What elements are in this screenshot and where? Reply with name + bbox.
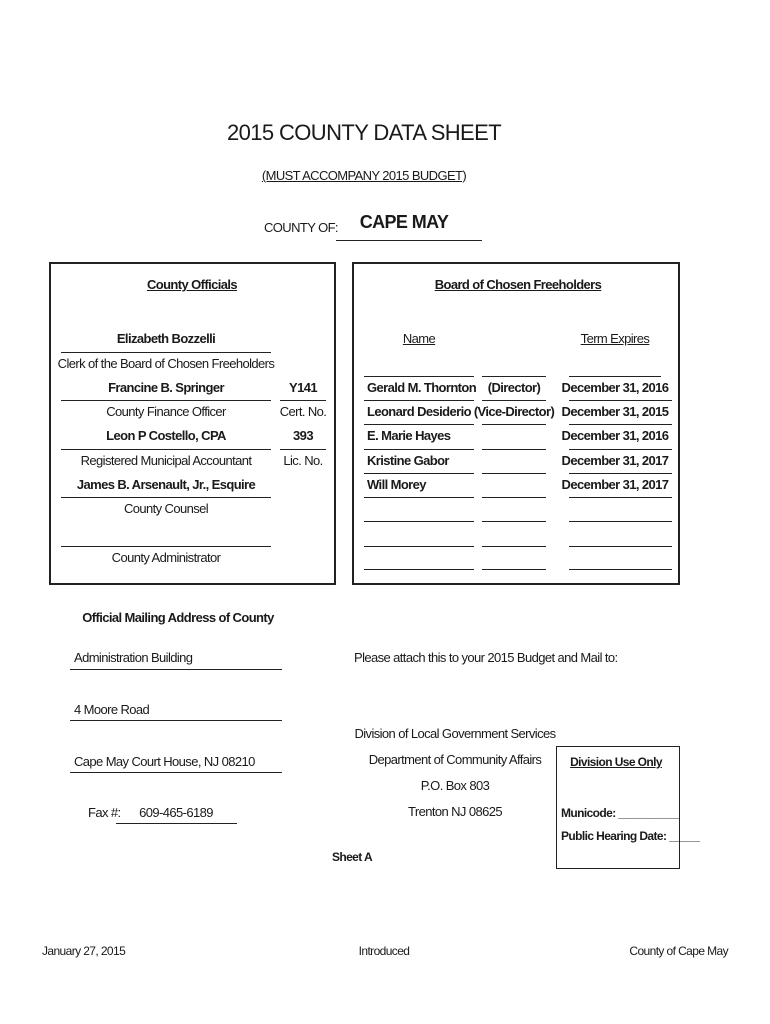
mailing-line1: Administration Building (74, 650, 193, 665)
freeholder-name: Will Morey (367, 477, 426, 492)
freeholder-row-line (364, 400, 474, 401)
fax-value: 609-465-6189 (139, 805, 213, 820)
freeholder-row-line (364, 449, 474, 450)
administrator-line (61, 546, 271, 547)
public-hearing-label: Public Hearing Date: _____ (561, 829, 700, 843)
county-underline (336, 240, 482, 241)
cfo-cert-value: Y141 (289, 380, 317, 395)
freeholder-blank-line (482, 521, 546, 522)
freeholder-row-line (569, 424, 672, 425)
freeholder-term: December 31, 2017 (561, 453, 669, 468)
freeholder-term: December 31, 2016 (561, 380, 669, 395)
freeholder-row-line (569, 449, 672, 450)
attach-instruction: Please attach this to your 2015 Budget and Mail to: (354, 650, 618, 665)
rma-lic-line (280, 449, 326, 450)
freeholder-blank-line (364, 521, 474, 522)
freeholder-row-line (364, 497, 474, 498)
fax-label: Fax #: (88, 805, 121, 820)
attach-line1: Division of Local Government Services (354, 726, 556, 741)
counsel-line (61, 497, 271, 498)
freeholder-blank-line (482, 569, 546, 570)
freeholder-row-line (364, 424, 474, 425)
counsel-title: County Counsel (123, 501, 209, 516)
freeholder-row-top-line (364, 376, 474, 377)
page-subtitle: (MUST ACCOMPANY 2015 BUDGET) (261, 168, 467, 183)
freeholder-row-line (482, 473, 546, 474)
municode-label: Municode: __________ (561, 806, 680, 820)
footer-date: January 27, 2015 (42, 944, 126, 958)
page-title: 2015 COUNTY DATA SHEET (226, 120, 502, 145)
cfo-cert-label: Cert. No. (279, 404, 327, 419)
county-label: COUNTY OF: (264, 220, 338, 235)
freeholder-name: Kristine Gabor (367, 453, 449, 468)
cfo-name: Francine B. Springer (108, 380, 224, 395)
county-officials-heading: County Officials (146, 277, 238, 292)
freeholder-role: (Vice-Director) (473, 404, 555, 419)
rma-lic-value: 393 (293, 428, 313, 443)
freeholder-blank-line (364, 569, 474, 570)
rma-title: Registered Municipal Accountant (80, 453, 252, 468)
freeholder-row-top-line (482, 376, 546, 377)
division-use-title: Division Use Only (570, 755, 662, 769)
freeholder-blank-line (569, 569, 672, 570)
sheet-label: Sheet A (331, 850, 373, 864)
rma-line (61, 449, 271, 450)
freeholder-blank-line (569, 521, 672, 522)
freeholder-name: Gerald M. Thornton (367, 380, 477, 395)
freeholder-blank-line (569, 546, 672, 547)
freeholder-blank-line (482, 546, 546, 547)
clerk-line (61, 352, 271, 353)
freeholders-col-name: Name (402, 331, 436, 346)
rma-name: Leon P Costello, CPA (106, 428, 226, 443)
administrator-title: County Administrator (111, 550, 221, 565)
freeholder-row-line (482, 449, 546, 450)
mailing-line3-rule (70, 772, 282, 773)
freeholder-row-line (482, 400, 546, 401)
freeholder-row-top-line (569, 376, 661, 377)
clerk-title: Clerk of the Board of Chosen Freeholders (57, 356, 275, 371)
county-name: CAPE MAY (359, 212, 449, 232)
cfo-cert-line (280, 400, 326, 401)
mailing-line2-rule (70, 720, 282, 721)
mailing-heading: Official Mailing Address of County (82, 610, 274, 625)
attach-line3: P.O. Box 803 (420, 778, 490, 793)
attach-line4: Trenton NJ 08625 (408, 804, 502, 819)
mailing-line1-rule (70, 669, 282, 670)
cfo-title: County Finance Officer (106, 404, 226, 419)
counsel-name: James B. Arsenault, Jr., Esquire (76, 477, 256, 492)
county-officials-box (49, 262, 336, 585)
freeholder-row-line (569, 497, 672, 498)
mailing-line2: 4 Moore Road (74, 702, 150, 717)
freeholder-blank-line (364, 546, 474, 547)
freeholder-row-line (569, 473, 672, 474)
footer-entity: County of Cape May (629, 944, 728, 958)
freeholder-term: December 31, 2015 (561, 404, 669, 419)
freeholder-name: E. Marie Hayes (367, 428, 451, 443)
mailing-line3: Cape May Court House, NJ 08210 (74, 754, 255, 769)
freeholder-row-line (364, 473, 474, 474)
freeholder-role: (Director) (487, 380, 541, 395)
clerk-name: Elizabeth Bozzelli (116, 331, 216, 346)
freeholders-col-term: Term Expires (580, 331, 650, 346)
footer-status: Introduced (358, 944, 410, 958)
freeholder-term: December 31, 2017 (561, 477, 669, 492)
freeholders-heading: Board of Chosen Freeholders (434, 277, 602, 292)
freeholder-row-line (569, 400, 672, 401)
attach-line2: Department of Community Affairs (368, 752, 542, 767)
cfo-line (61, 400, 271, 401)
freeholder-row-line (482, 497, 546, 498)
freeholder-term: December 31, 2016 (561, 428, 669, 443)
freeholder-name: Leonard Desiderio (367, 404, 471, 419)
fax-rule (116, 823, 237, 824)
freeholder-row-line (482, 424, 546, 425)
rma-lic-label: Lic. No. (283, 453, 323, 468)
